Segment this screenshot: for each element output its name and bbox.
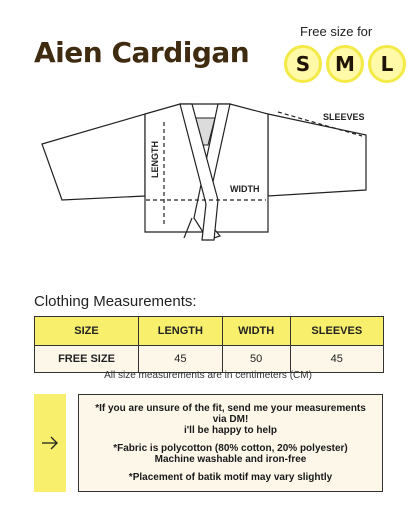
info-box: [78, 394, 383, 492]
right-sleeve: [268, 114, 366, 196]
info-item-batik: *Placement of batik motif may vary slightly: [128, 472, 333, 483]
cell-length: 45: [138, 346, 222, 373]
length-label: LENGTH: [150, 141, 160, 178]
free-size-label: Free size for: [300, 24, 373, 39]
table-row: [35, 346, 384, 373]
header-sleeves: SLEEVES: [290, 317, 383, 346]
table-header-row: [35, 317, 384, 346]
left-sleeve: [42, 114, 145, 200]
arrow-panel: [34, 394, 66, 492]
measurements-title: Clothing Measurements:: [34, 293, 197, 310]
sleeves-label: SLEEVES: [323, 112, 365, 122]
measurement-note: All size measurements are in centimeters (CM): [104, 370, 312, 381]
header-size: SIZE: [35, 317, 139, 346]
size-badge-s: S: [284, 45, 322, 83]
info-item-fabric: *Fabric is polycotton (80% cotton, 20% polyester) Machine washable and iron-free: [113, 443, 348, 465]
measurements-table: [34, 316, 384, 373]
cardigan-diagram: [40, 100, 380, 245]
size-badges: [284, 45, 406, 83]
right-arrow-icon: [41, 436, 59, 450]
cell-size: FREE SIZE: [35, 346, 139, 373]
info-item-fit: *If you are unsure of the fit, send me your measurements via DM! i'll be happy to help: [95, 403, 366, 436]
size-badge-m: M: [326, 45, 364, 83]
header-width: WIDTH: [222, 317, 290, 346]
size-badge-l: L: [368, 45, 406, 83]
width-label: WIDTH: [230, 184, 260, 194]
cell-sleeves: 45: [290, 346, 383, 373]
cell-width: 50: [222, 346, 290, 373]
product-title: Aien Cardigan: [34, 36, 250, 69]
header-length: LENGTH: [138, 317, 222, 346]
